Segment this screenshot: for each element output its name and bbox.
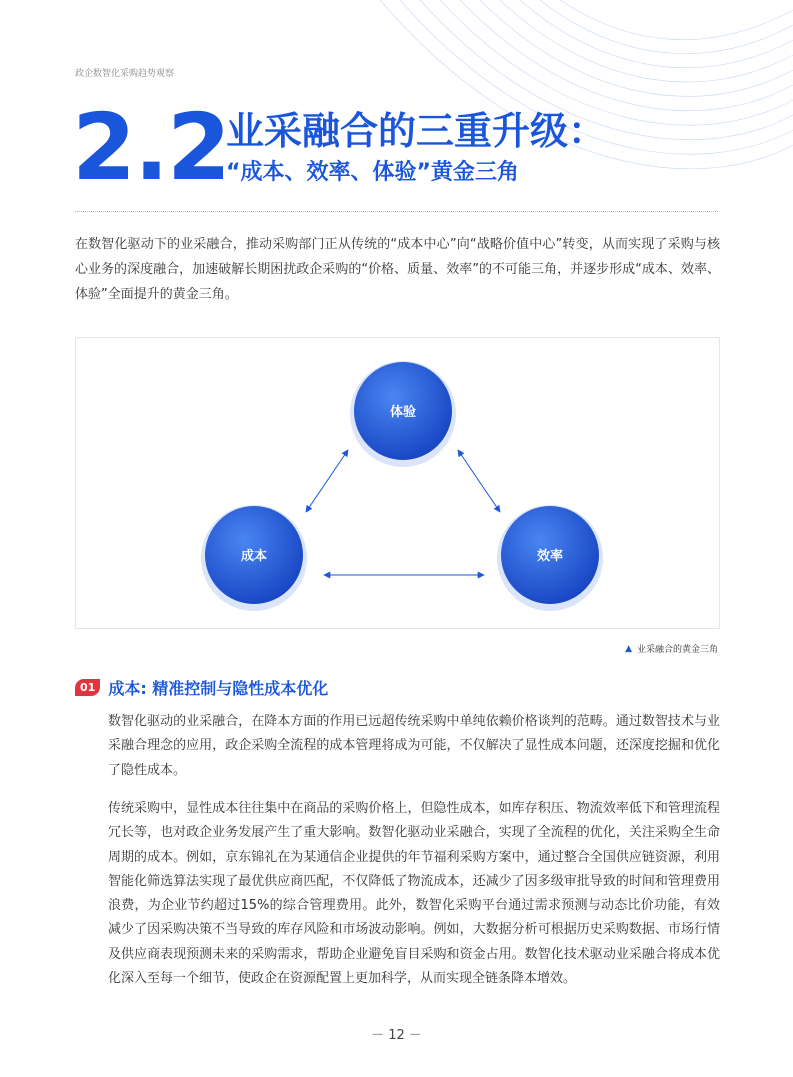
node-cost-label: 成本 <box>240 549 268 564</box>
body-paragraph-1: 数智化驱动的业采融合，在降本方面的作用已远超传统采购中单纯依赖价格谈判的范畴。通过数智技术与业采融合理念的应用，政企采购全流程的成本管理将成为可能，不仅解决了显性成本问题，还深度挖掘和优化了隐性成本。 <box>108 714 720 778</box>
arrow-left-top <box>306 450 348 512</box>
divider <box>75 211 718 212</box>
triangle-icon: ▲ <box>625 643 632 654</box>
golden-triangle-diagram <box>75 337 720 629</box>
node-experience-label: 体验 <box>389 405 417 420</box>
intro-paragraph: 在数智化驱动下的业采融合，推动采购部门正从传统的“成本中心”向“战略价值中心”转变，从而实现了采购与核心业务的深度融合，加速破解长期困扰政企采购的“价格、质量、效率”的不可能三角，并逐步形成“成本、效率、体验”全面提升的黄金三角。 <box>75 237 720 302</box>
running-header: 政企数智化采购趋势观察 <box>75 69 175 79</box>
arrow-top-right <box>458 450 500 512</box>
figure-caption-text: 业采融合的黄金三角 <box>636 645 718 655</box>
figure-caption <box>625 642 718 655</box>
page-number: － 12 － <box>371 1028 422 1043</box>
section-number: 2.2 <box>72 94 229 201</box>
section-badge: 01 <box>75 679 100 696</box>
subsection-heading <box>75 676 328 699</box>
body-paragraph-2: 传统采购中，显性成本往往集中在商品的采购价格上，但隐性成本，如库存积压、物流效率低下和管理流程冗长等，也对政企业务发展产生了重大影响。数智化驱动业采融合，实现了全流程的优化，关注采购全生命周期的成本。例如，京东锦礼在为某通信企业提供的年节福利采购方案中，通过整合全国供应链资源，利用智能化筛选算法实现了最优供应商匹配，不仅降低了物流成本，还减少了因多级审批导致的时间和管理费用浪费，为企业节约超过15%的综合管理费用。此外，数智化采购平台通过需求预测与动态比价功能，有效减少了因采购决策不当导致的库存风险和市场波动影响。例如，大数据分析可根据历史采购数据、市场行情及供应商表现预测未来的采购需求，帮助企业避免盲目采购和资金占用。数智化技术驱动业采融合将成本优化深入至每一个细节，使政企在资源配置上更加科学，从而实现全链条降本增效。 <box>108 801 720 987</box>
node-efficiency-label: 效率 <box>536 549 564 564</box>
subsection-title: 成本: 精准控制与隐性成本优化 <box>108 679 329 698</box>
section-subtitle: “成本、效率、体验”黄金三角 <box>226 160 519 185</box>
section-title: 业采融合的三重升级： <box>226 109 607 153</box>
